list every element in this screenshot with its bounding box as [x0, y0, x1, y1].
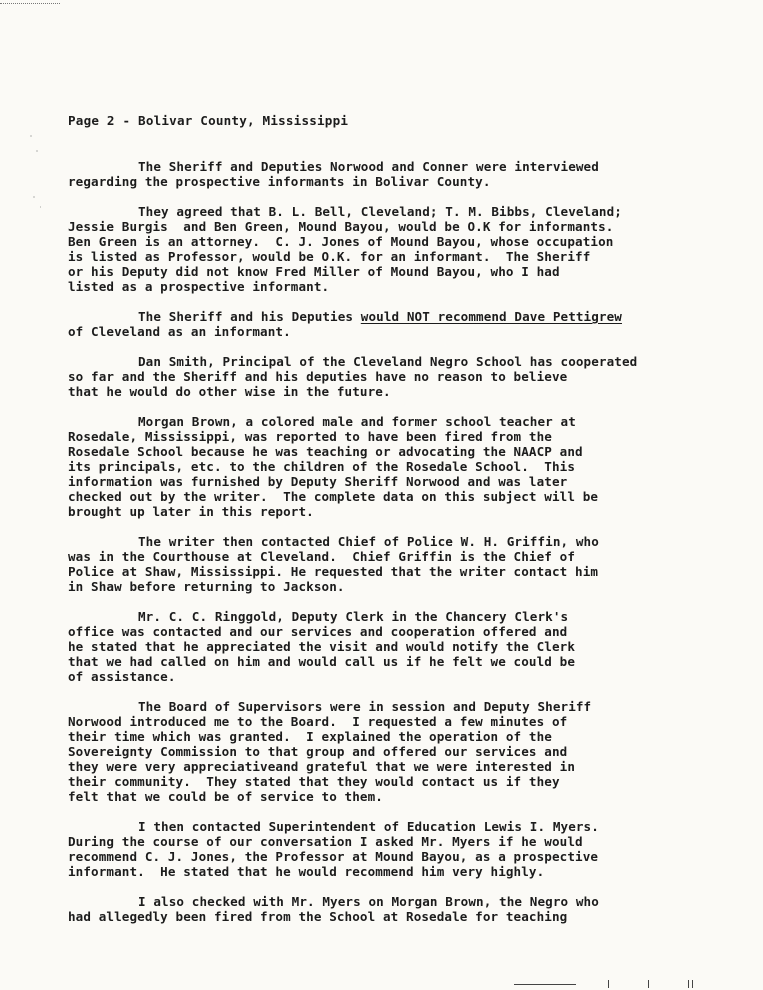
text-line: of assistance. [68, 669, 176, 684]
text-line: Jessie Burgis and Ben Green, Mound Bayou, would be O.K for informants. [68, 219, 614, 234]
text-line: During the course of our conversation I asked Mr. Myers if he would [68, 834, 583, 849]
text-line: Rosedale, Mississippi, was reported to have been fired from the [68, 429, 552, 444]
text-line: had allegedly been fired from the School at Rosedale for teaching [68, 909, 568, 924]
footer-tick [608, 980, 609, 988]
text-line: Police at Shaw, Mississippi. He requested that the writer contact him [68, 564, 599, 579]
footer-tick [688, 980, 689, 988]
text-line: recommend C. J. Jones, the Professor at Mound Bayou, as a prospective [68, 849, 599, 864]
text-line: of Cleveland as an informant. [68, 324, 291, 339]
footer-marks [500, 978, 720, 990]
text-line: I also checked with Mr. Myers on Morgan Brown, the Negro who [138, 894, 599, 909]
text-line: information was furnished by Deputy Sheriff Norwood and was later [68, 474, 568, 489]
text-line: informant. He stated that he would recommend him very highly. [68, 864, 545, 879]
text-line: The Sheriff and Deputies Norwood and Conner were interviewed [138, 159, 599, 174]
text-line: listed as a prospective informant. [68, 279, 330, 294]
scan-speck [36, 150, 38, 152]
text-line: that he would do other wise in the future. [68, 384, 391, 399]
text-line: The Board of Supervisors were in session and Deputy Sheriff [138, 699, 592, 714]
text-line: Morgan Brown, a colored male and former school teacher at [138, 414, 576, 429]
text-line: is listed as Professor, would be O.K. for an informant. The Sheriff [68, 249, 591, 264]
text-line: they were very appreciativeand grateful that we were interested in [68, 759, 576, 774]
text-line: their time which was granted. I explained the operation of the [68, 729, 552, 744]
text-line: The writer then contacted Chief of Police W. H. Griffin, who [138, 534, 599, 549]
text-line: that we had called on him and would call us if he felt we could be [68, 654, 576, 669]
page-heading: Page 2 - Bolivar County, Mississippi [68, 113, 349, 128]
text-line: brought up later in this report. [68, 504, 314, 519]
text-line: Norwood introduced me to the Board. I requested a few minutes of [68, 714, 568, 729]
text-line: Mr. C. C. Ringgold, Deputy Clerk in the Chancery Clerk's [138, 609, 569, 624]
scan-speck [30, 135, 32, 137]
text-line: so far and the Sheriff and his deputies have no reason to believe [68, 369, 568, 384]
underlined-phrase: would NOT recommend Dave Pettigrew [360, 309, 622, 324]
text-line: Dan Smith, Principal of the Cleveland Negro School has cooperated [138, 354, 638, 369]
text-line: regarding the prospective informants in Bolivar County. [68, 174, 491, 189]
text-line: They agreed that B. L. Bell, Cleveland; T. M. Bibbs, Cleveland; [138, 204, 622, 219]
text-line: office was contacted and our services and cooperation offered and [68, 624, 568, 639]
text-line: Rosedale School because he was teaching or advocating the NAACP and [68, 444, 583, 459]
footer-tick [692, 980, 693, 988]
scan-speck [33, 196, 35, 198]
text-line: he stated that he appreciated the visit and would notify the Clerk [68, 639, 576, 654]
footer-tick [648, 980, 649, 988]
footer-dash [514, 984, 576, 985]
text-line: their community. They stated that they would contact us if they [68, 774, 560, 789]
text-line: Sovereignty Commission to that group and offered our services and [68, 744, 568, 759]
scan-corner-mark [0, 0, 60, 4]
text-line: Ben Green is an attorney. C. J. Jones of Mound Bayou, whose occupation [68, 234, 614, 249]
text-line [138, 309, 622, 324]
text-line: in Shaw before returning to Jackson. [68, 579, 345, 594]
text-line: I then contacted Superintendent of Education Lewis I. Myers. [138, 819, 599, 834]
text-line: felt that we could be of service to them. [68, 789, 383, 804]
text-line: was in the Courthouse at Cleveland. Chief Griffin is the Chief of [68, 549, 576, 564]
text-line: its principals, etc. to the children of the Rosedale School. This [68, 459, 576, 474]
scan-speck [40, 206, 41, 208]
text-line: checked out by the writer. The complete data on this subject will be [68, 489, 599, 504]
text-span: The Sheriff and his Deputies [138, 309, 361, 324]
text-line: or his Deputy did not know Fred Miller of Mound Bayou, who I had [68, 264, 560, 279]
